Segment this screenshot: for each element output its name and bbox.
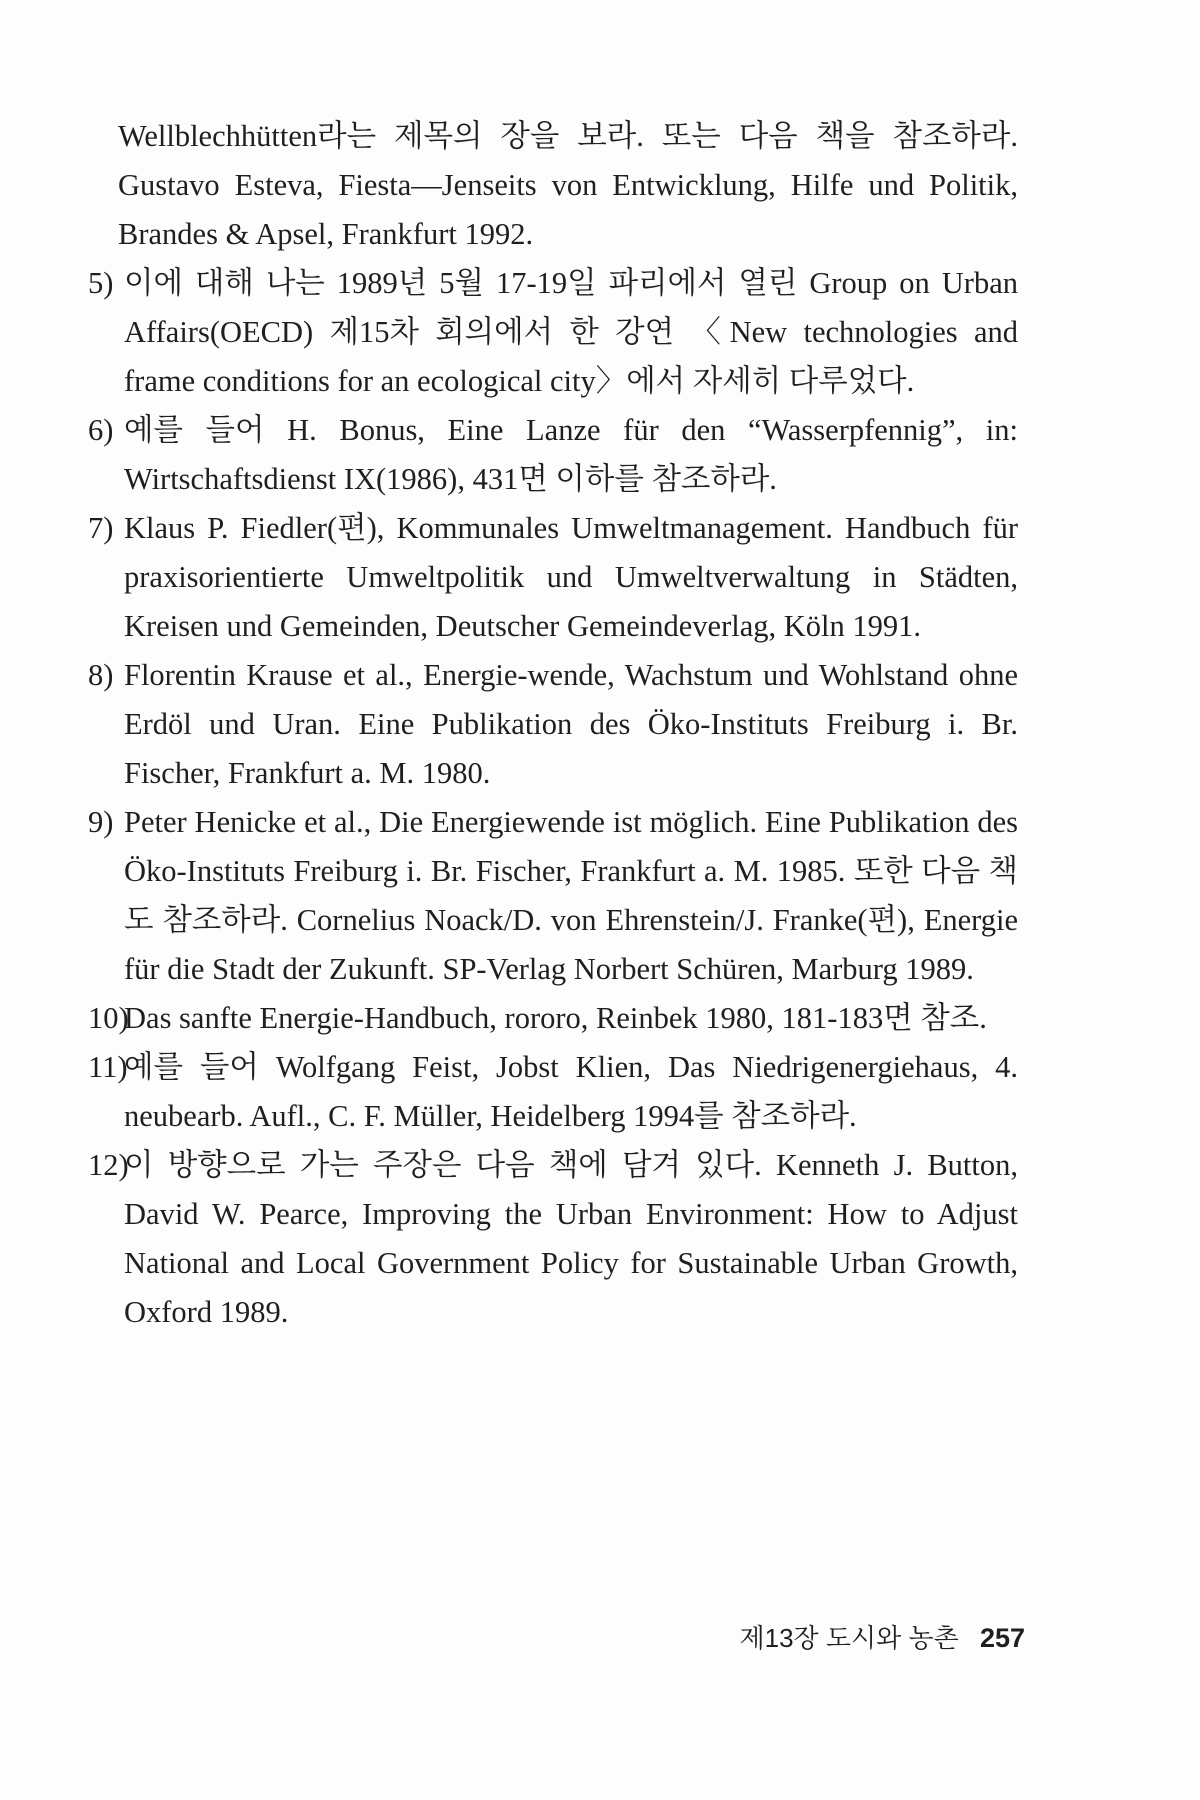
endnote-text: Peter Henicke et al., Die Energiewende ist möglich. Eine Publikation des Öko-Instituts Freiburg i. Br. Fischer, Frankfurt a. M. 1985. 또한 다음 책도 참조하라. Cornelius Noack/D. von Ehrenstein/J. Franke(편), Energie für die Stadt der Zukunft. SP-Verlag Norbert Schüren, Marburg 1989.: [124, 805, 1018, 986]
endnote-number: 9): [88, 805, 114, 839]
endnote-number: 7): [88, 511, 114, 545]
endnote-text: Klaus P. Fiedler(편), Kommunales Umweltmanagement. Handbuch für praxisorientierte Umweltpolitik und Umweltverwaltung in Städten, Kreisen und Gemeinden, Deutscher Gemeindeverlag, Köln 1991.: [124, 511, 1018, 643]
endnote-text: 이 방향으로 가는 주장은 다음 책에 담겨 있다. Kenneth J. Button, David W. Pearce, Improving the Urban Environment: How to Adjust National and Local Government Policy for Sustainable Urban Growth, Oxford 1989.: [124, 1148, 1018, 1329]
endnote-8: [88, 651, 1018, 798]
endnote-number: 5): [88, 266, 114, 300]
endnote-text: Wellblechhütten라는 제목의 장을 보라. 또는 다음 책을 참조하라. Gustavo Esteva, Fiesta—Jenseits von Entwicklung, Hilfe und Politik, Brandes & Apsel, Frankfurt 1992.: [118, 119, 1018, 251]
endnote-number: 6): [88, 413, 114, 447]
page-footer: [740, 1618, 1025, 1655]
endnote-5: [88, 259, 1018, 406]
endnote-6: [88, 406, 1018, 504]
endnote-number: 8): [88, 658, 114, 692]
endnote-7: [88, 504, 1018, 651]
endnote-text: Florentin Krause et al., Energie-wende, Wachstum und Wohlstand ohne Erdöl und Uran. Eine Publikation des Öko-Instituts Freiburg i. Br. Fischer, Frankfurt a. M. 1980.: [124, 658, 1018, 790]
endnote-10: [88, 994, 1018, 1043]
endnote-12: [88, 1141, 1018, 1337]
endnote-text: 예를 들어 H. Bonus, Eine Lanze für den “Wasserpfennig”, in: Wirtschaftsdienst IX(1986), 431면 이하를 참조하라.: [124, 413, 1018, 496]
endnotes-list: [88, 112, 1018, 1337]
endnote-text: Das sanfte Energie-Handbuch, rororo, Reinbek 1980, 181-183면 참조.: [124, 1001, 987, 1035]
endnote-number: 12): [88, 1148, 129, 1182]
endnote-number: 11): [88, 1050, 128, 1084]
endnote-continuation: [88, 112, 1018, 259]
chapter-title: 제13장 도시와 농촌: [739, 1623, 959, 1653]
endnote-11: [88, 1043, 1018, 1141]
endnote-number: 10): [88, 1001, 129, 1035]
endnote-9: [88, 798, 1018, 994]
endnote-text: 예를 들어 Wolfgang Feist, Jobst Klien, Das Niedrigenergiehaus, 4. neubearb. Aufl., C. F. Müller, Heidelberg 1994를 참조하라.: [124, 1050, 1018, 1133]
endnote-text: 이에 대해 나는 1989년 5월 17-19일 파리에서 열린 Group on Urban Affairs(OECD) 제15차 회의에서 한 강연 〈New technologies and frame conditions for an ecological city〉에서 자세히 다루었다.: [124, 266, 1018, 398]
page-number: 257: [979, 1623, 1025, 1653]
